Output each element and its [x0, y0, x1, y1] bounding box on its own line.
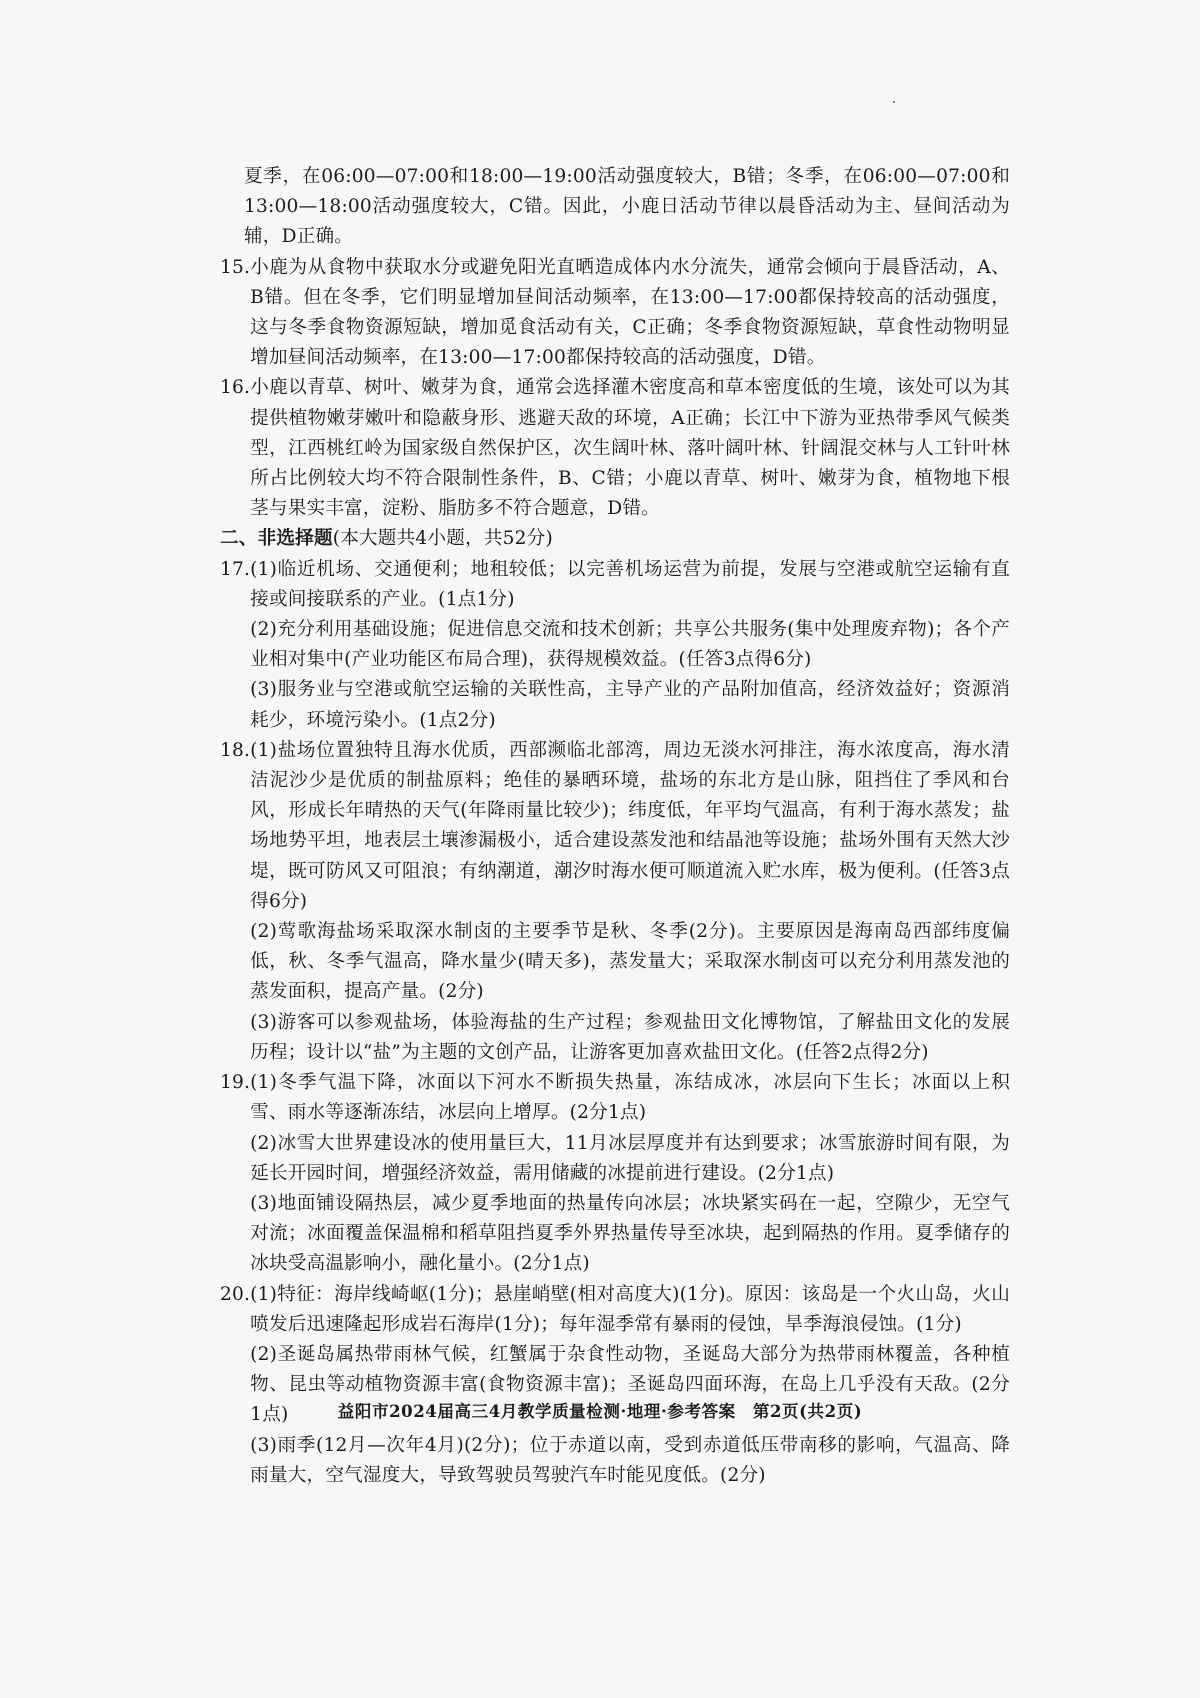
- answer-part-1: (1)特征：海岸线崎岖(1分)；悬崖峭壁(相对高度大)(1分)。原因：该岛是一个火山岛，火山喷发后迅速隆起形成岩石海岸(1分)；每年湿季常有暴雨的侵蚀，旱季海浪侵蚀。(1分): [250, 1283, 1010, 1335]
- answer-part-3: (3)地面铺设隔热层，减少夏季地面的热量传向冰层；冰块紧实码在一起，空隙少，无空气对流；冰面覆盖保温棉和稻草阻挡夏季外界热量传导至冰块，起到隔热的作用。夏季储存的冰块受高温影响小，融化量小。(2分1点): [250, 1192, 1010, 1275]
- question-17: [220, 555, 1010, 736]
- page-footer: 益阳市2024届高三4月教学质量检测·地理·参考答案 第2页(共2页): [337, 1402, 863, 1421]
- question-19: [220, 1068, 1010, 1279]
- question-number: 20.: [220, 1283, 251, 1305]
- answer-part-2: (2)莺歌海盐场采取深水制卤的主要季节是秋、冬季(2分)。主要原因是海南岛西部纬度偏低，秋、冬季气温高，降水量少(晴天多)，蒸发量大；采取深水制卤可以充分利用蒸发池的蒸发面积，提高产量。(2分): [250, 921, 1010, 1003]
- question-number: 19.: [220, 1072, 251, 1094]
- answer-part-3: (3)游客可以参观盐场，体验海盐的生产过程；参观盐田文化博物馆，了解盐田文化的发展历程；设计以“盐”为主题的文创产品，让游客更加喜欢盐田文化。(任答2点得2分): [250, 1011, 1010, 1063]
- question-20: [220, 1280, 1010, 1491]
- question-16: [220, 373, 1010, 524]
- answer-part-1: (1)临近机场、交通便利；地租较低；以完善机场运营为前提，发展与空港或航空运输有直接或间接联系的产业。(1点1分): [250, 558, 1010, 610]
- answer-part-2: (2)充分利用基础设施；促进信息交流和技术创新；共享公共服务(集中处理废弃物)；各个产业相对集中(产业功能区布局合理)，获得规模效益。(任答3点得6分): [250, 619, 1010, 671]
- question-number: 15.: [220, 256, 251, 278]
- question-answer: [250, 1280, 1010, 1491]
- section-title: 二、非选择题: [220, 528, 333, 550]
- answer-part-1: (1)冬季气温下降，冰面以下河水不断损失热量，冻结成冰，冰层向下生长；冰面以上积雪、雨水等逐渐冻结，冰层向上增厚。(2分1点): [250, 1072, 1010, 1124]
- question-number: 16.: [220, 377, 251, 399]
- answer-part-3: (3)雨季(12月—次年4月)(2分)；位于赤道以南，受到赤道低压带南移的影响，气温高、降雨量大，空气湿度大，导致驾驶员驾驶汽车时能见度低。(2分): [250, 1434, 1010, 1486]
- question-answer: [250, 1068, 1010, 1279]
- question-number: 18.: [220, 739, 251, 761]
- scan-speck: [893, 101, 895, 103]
- question-15: [220, 253, 1010, 374]
- answer-part-2: (2)冰雪大世界建设冰的使用量巨大，11月冰层厚度并有达到要求；冰雪旅游时间有限，为延长开园时间，增强经济效益，需用储藏的冰提前进行建设。(2分1点): [250, 1132, 1010, 1184]
- answer-part-2: (2)圣诞岛属热带雨林气候，红蟹属于杂食性动物，圣诞岛大部分为热带雨林覆盖，各种植物、昆虫等动植物资源丰富(食物资源丰富)；圣诞岛四面环海，在岛上几乎没有天敌。(2分1点): [250, 1343, 1010, 1426]
- question-18: [220, 736, 1010, 1068]
- question-answer: [250, 555, 1010, 736]
- question-number: 17.: [220, 558, 251, 580]
- section-subtitle: (本大题共4小题，共52分): [332, 528, 553, 550]
- q14-continuation: 夏季，在06:00—07:00和18:00—19:00活动强度较大，B错；冬季，在06:00—07:00和13:00—18:00活动强度较大，C错。因此，小鹿日活动节律以晨昏活动为主、昼间活动为辅，D正确。: [244, 166, 1010, 248]
- question-answer: 小鹿为从食物中获取水分或避免阳光直晒造成体内水分流失，通常会倾向于晨昏活动，A、B错。但在冬季，它们明显增加昼间活动频率，在13:00—17:00都保持较高的活动强度，这与冬季食物资源短缺，增加觅食活动有关，C正确；冬季食物资源短缺，草食性动物明显增加昼间活动频率，在13:00—17:00都保持较高的活动强度，D错。: [250, 256, 1010, 369]
- answer-part-3: (3)服务业与空港或航空运输的关联性高，主导产业的产品附加值高，经济效益好；资源消耗少，环境污染小。(1点2分): [250, 679, 1010, 731]
- answer-part-1: (1)盐场位置独特且海水优质，西部濒临北部湾，周边无淡水河排注，海水浓度高，海水清洁泥沙少是优质的制盐原料；绝佳的暴晒环境，盐场的东北方是山脉，阻挡住了季风和台风，形成长年晴热的天气(年降雨量比较少)；纬度低，年平均气温高，有利于海水蒸发；盐场地势平坦，地表层土壤渗漏极小，适合建设蒸发池和结晶池等设施；盐场外围有天然大沙堤，既可防风又可阻浪；有纳潮道，潮汐时海水便可顺道流入贮水库，极为便利。(任答3点得6分): [250, 739, 1010, 912]
- answer-content: [220, 162, 1010, 1491]
- question-answer: [250, 736, 1010, 1068]
- section-heading: [220, 524, 1010, 554]
- question-answer: 小鹿以青草、树叶、嫩芽为食，通常会选择灌木密度高和草本密度低的生境，该处可以为其提供植物嫩芽嫩叶和隐蔽身形、逃避天敌的环境，A正确；长江中下游为亚热带季风气候类型，江西桃红岭为国家级自然保护区，次生阔叶林、落叶阔叶林、针阔混交林与人工针叶林所占比例较大均不符合限制性条件，B、C错；小鹿以青草、树叶、嫩芽为食，植物地下根茎与果实丰富，淀粉、脂肪多不符合题意，D错。: [250, 377, 1010, 520]
